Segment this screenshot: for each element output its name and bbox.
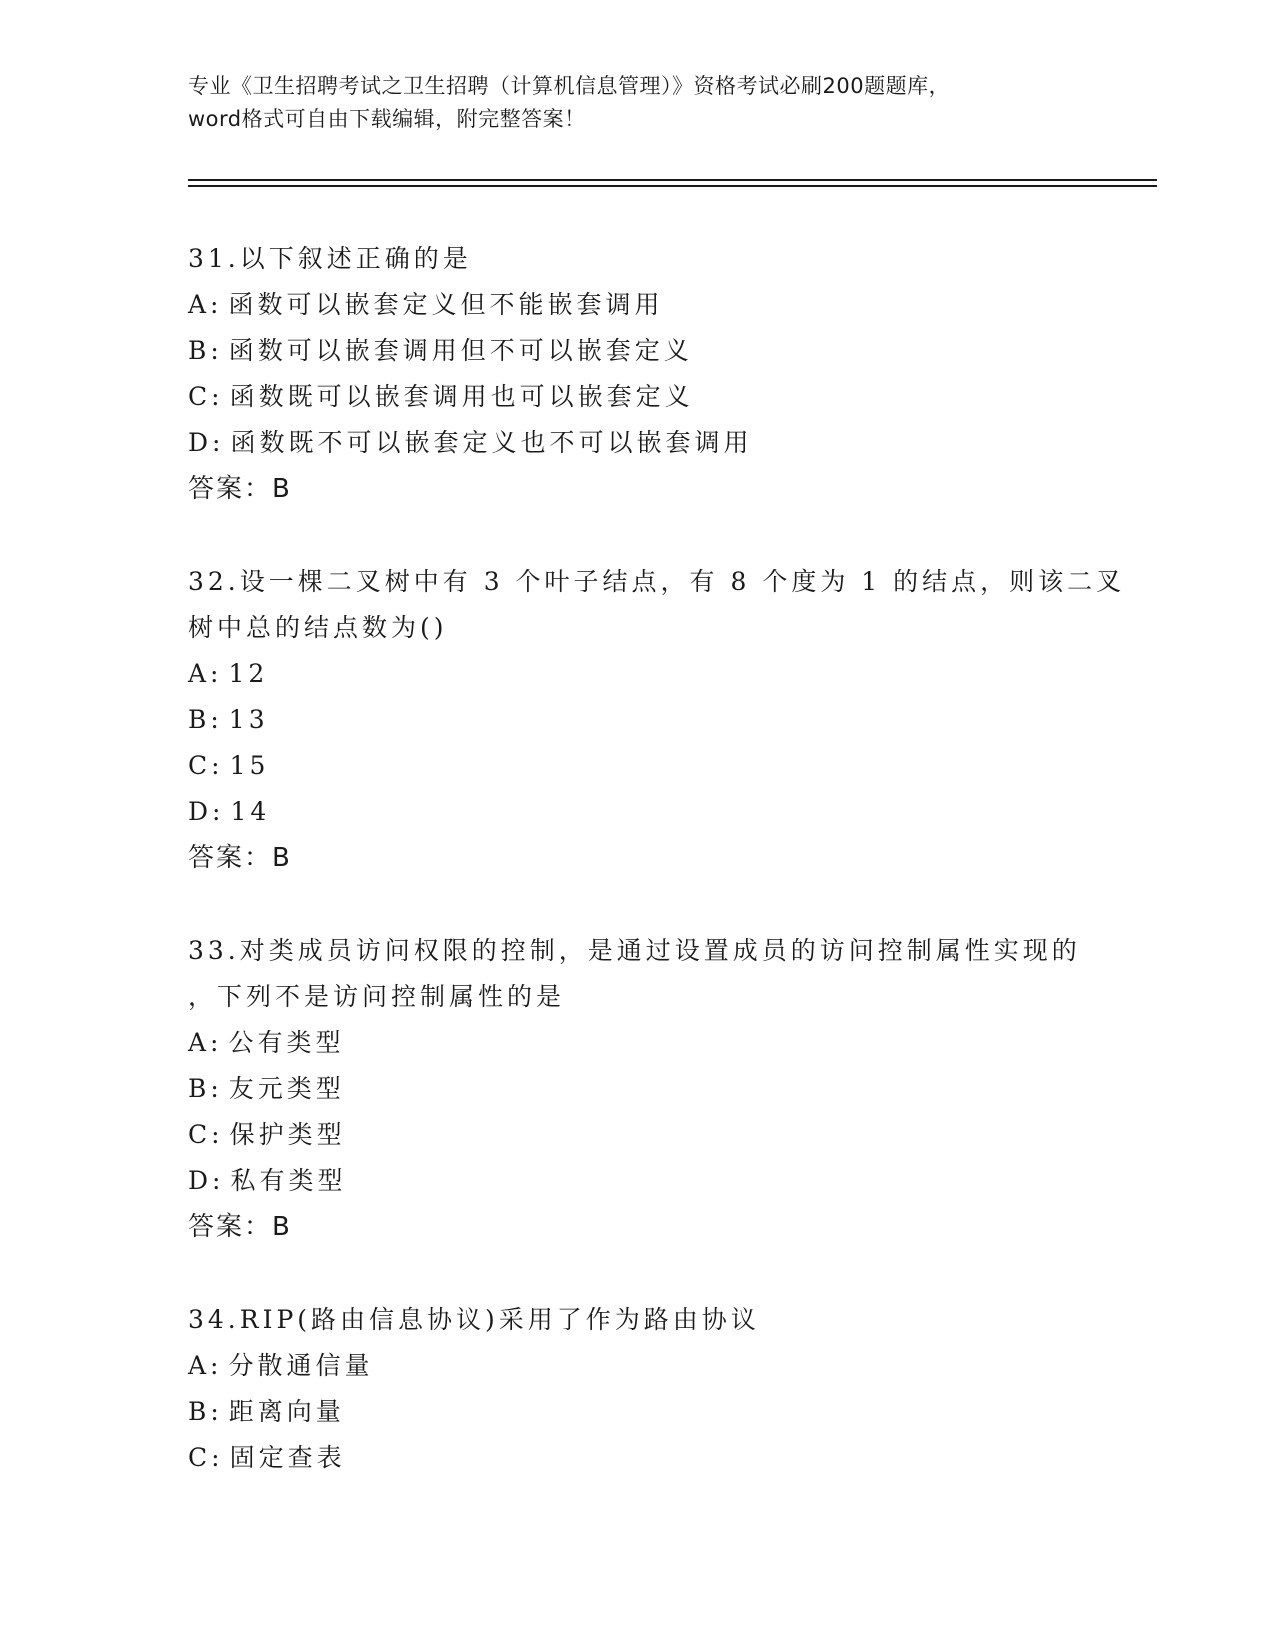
option-text: 13 [228,705,269,734]
option-label: B: [188,1074,223,1103]
option-c [188,1112,1088,1158]
option-text: 12 [228,659,269,688]
question-list [188,236,1126,1528]
question-stem: 31.以下叙述正确的是 [188,244,472,273]
option-c [188,1435,1088,1481]
header-title-line-1: 专业《卫生招聘考试之卫生招聘（计算机信息管理）》资格考试必刷200题题库， [188,74,951,98]
option-c [188,743,1088,789]
question-stem: 34.RIP(路由信息协议)采用了作为路由协议 [188,1305,760,1334]
option-label: B: [188,705,223,734]
option-label: D: [188,428,225,457]
option-text: 函数可以嵌套调用但不可以嵌套定义 [228,336,693,365]
option-a [188,1343,1088,1389]
option-d [188,789,1088,835]
question-33 [188,928,1088,1250]
option-text: 距离向量 [228,1397,345,1426]
question-stem: 33.对类成员访问权限的控制，是通过设置成员的访问控制属性实现的 [188,936,1081,965]
option-label: C: [188,382,224,411]
option-label: B: [188,1397,223,1426]
question-31 [188,236,1088,512]
answer-line: 答案：B [188,474,292,504]
option-label: A: [188,1351,223,1380]
option-text: 15 [229,751,270,780]
option-label: D: [188,797,225,826]
option-b [188,1389,1088,1435]
option-label: C: [188,1443,224,1472]
question-34 [188,1297,1088,1481]
question-stem-continued: ，下列不是访问控制属性的是 [188,982,566,1011]
option-text: 分散通信量 [228,1351,374,1380]
question-32 [188,559,1126,881]
option-label: B: [188,336,223,365]
option-label: A: [188,290,223,319]
option-text: 友元类型 [228,1074,345,1103]
option-text: 公有类型 [228,1028,345,1057]
option-text: 固定查表 [229,1443,346,1472]
option-label: A: [188,659,223,688]
question-stem-continued: 树中总的结点数为() [188,613,448,642]
option-label: D: [188,1166,225,1195]
option-text: 14 [230,797,271,826]
answer-line: 答案：B [188,1212,292,1242]
option-label: A: [188,1028,223,1057]
option-text: 保护类型 [229,1120,346,1149]
option-b [188,697,1088,743]
document-header [188,70,1088,136]
option-text: 函数既不可以嵌套定义也不可以嵌套调用 [230,428,753,457]
option-a [188,1020,1088,1066]
header-divider-bottom [188,185,1157,187]
option-label: C: [188,1120,224,1149]
answer-line: 答案：B [188,843,292,873]
header-divider-top [188,179,1157,181]
option-d [188,1158,1088,1204]
option-a [188,282,1088,328]
option-label: C: [188,751,224,780]
option-text: 函数既可以嵌套调用也可以嵌套定义 [229,382,694,411]
header-title-line-2: word格式可自由下载编辑，附完整答案！ [188,107,586,131]
option-b [188,1066,1088,1112]
option-text: 私有类型 [230,1166,347,1195]
option-text: 函数可以嵌套定义但不能嵌套调用 [228,290,664,319]
question-stem: 32.设一棵二叉树中有 3 个叶子结点，有 8 个度为 1 的结点，则该二叉 [188,567,1126,596]
option-d [188,420,1088,466]
option-c [188,374,1088,420]
option-b [188,328,1088,374]
option-a [188,651,1088,697]
